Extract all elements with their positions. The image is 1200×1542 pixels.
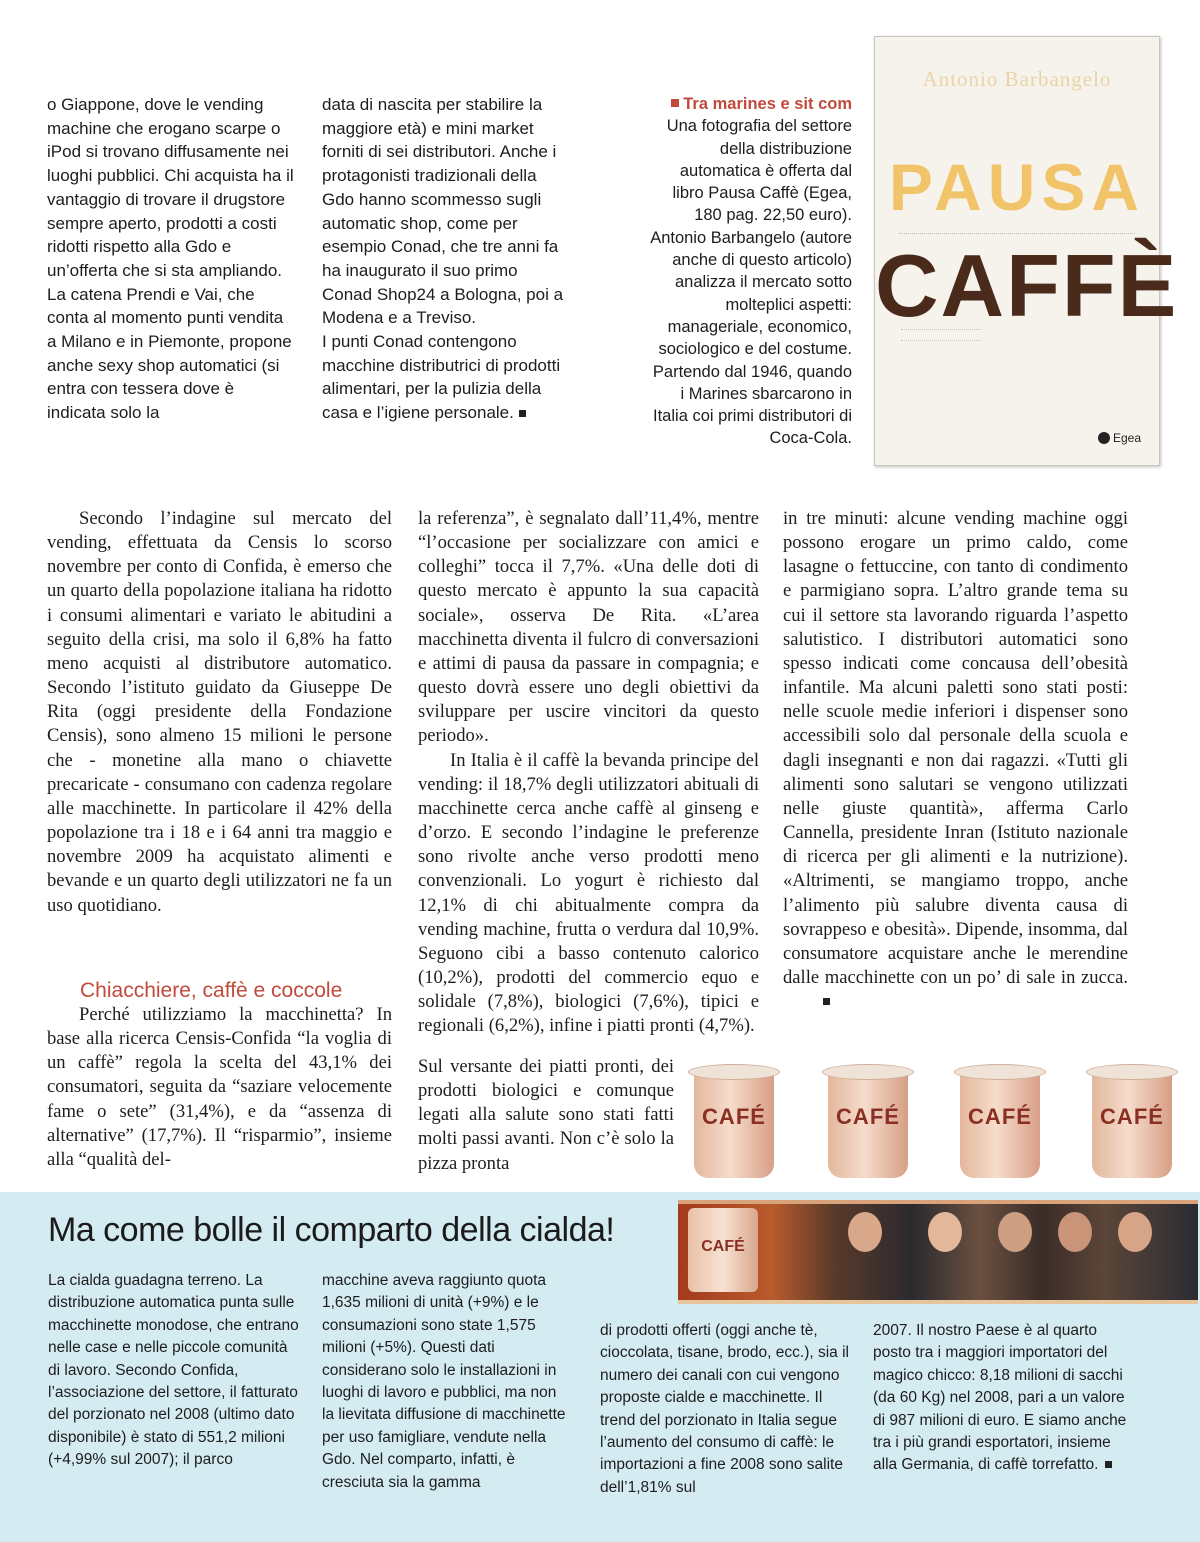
person-icon (998, 1212, 1032, 1252)
book-sidebar (648, 93, 852, 450)
main-column-1-b (47, 1003, 392, 1172)
end-mark-icon (519, 410, 526, 417)
sidebar-text: Una fotografia del settore della distribuzione automatica è offerta dal libro Pausa Caffè (Egea, 180 pag. 22,50 euro). Antonio Barbangelo (autore anche di questo articolo) analizza il mercato sotto molteplici aspetti: manageriale, economico, sociologico e del costume. Partendo dal 1946, quando i Marines sbarcarono in Italia coi primi distributori di Coca-Cola. (650, 117, 852, 448)
sidebar-heading: Tra marines e sit com (648, 93, 852, 115)
coffee-cups-image (688, 1060, 1200, 1188)
main-column-2-paragraph-1: la referenza”, è segnalato dall’11,4%, mentre “l’occasione per socializzare con amici e colleghi” tocca il 7,7%. «Una delle doti di questo mercato è appunto la sua capacità sociale», osserva De Rita. «L’area macchinetta diventa il fulcro di conversazioni e attimi di pausa da passare in compagnia; e questo dovrà essere uno degli obiettivi da sviluppare per uscire vincitori da questo periodo». (418, 508, 759, 747)
book-cover (874, 36, 1179, 466)
top-column-2 (322, 93, 564, 425)
cover-publisher: Egea (1098, 431, 1141, 445)
end-mark-icon (1105, 1461, 1112, 1468)
main-column-2-b (418, 1055, 674, 1176)
person-icon (848, 1212, 882, 1252)
publisher-logo-icon (1098, 432, 1110, 444)
person-icon (1058, 1212, 1092, 1252)
box-column-1-text: La cialda guadagna terreno. La distribuzione automatica punta sulle macchinette monodose, che entrano nelle case e nelle piccole comunità di lavoro. Secondo Confida, l’associazione del settore, il fatturato del porzionato nel 2008 (ultimo dato disponibile) è stato di 551,2 milioni (+4,99% sul 2007); il parco (48, 1272, 299, 1469)
cover-title-bottom: CAFFÈ (875, 236, 1179, 335)
main-column-3-paragraph-1: in tre minuti: alcune vending machine oggi possono erogare un primo caldo, come lasagne o fettuccine, con tanto di condimento e parmigiano sopra. L’altro grande tema su cui il settore sta lavorando riguarda l’aspetto salutistico. I distributori automatici sono spesso indicati come concausa dell’obesità infantile. Ma alcuni paletti sono stati posti: nelle scuole medie inferiori i dispenser sono accessibili solo dal personale della scuola e dagli insegnanti e non dai ragazzi. «Tutti gli alimenti sono salutari se vengono utilizzati nelle giuste quantità», afferma Carlo Cannella, presidente Inran (Istituto nazionale di ricerca per gli alimenti e la nutrizione). «Altrimenti, se mangiamo troppo, anche l’alimento più salubre diventa causa di sovrappeso e obesità». Dipende, insomma, dal consumatore acquistare anche le merendine dalle macchinette con un po’ di sale in zucca. (783, 507, 1128, 1014)
cover-author: Antonio Barbangelo (922, 67, 1112, 91)
person-icon (928, 1212, 962, 1252)
top-column-1 (47, 93, 297, 425)
box-column-4 (873, 1320, 1135, 1477)
coffee-cup-icon: CAFÉ (688, 1208, 758, 1292)
main-column-3 (783, 507, 1128, 1014)
main-column-1-paragraph-2: Perché utilizziamo la macchinetta? In base alla ricerca Censis-Confida “la voglia di un caffè” regola la scelta del 43,1% dei consumatori, seguita da “saziare velocemente fame o sete” (31,4%), e da “assenza di alternative” (17,7%). Il “risparmio”, insieme alla “qualità del- (47, 1004, 392, 1170)
person-icon (1118, 1212, 1152, 1252)
box-title: Ma come bolle il comparto della cialda! (48, 1211, 615, 1249)
top-column-2-text-2: I punti Conad contengono macchine distributrici di prodotti alimentari, per la pulizia della casa e l’igiene personale. (322, 332, 561, 423)
section-subheading: Chiacchiere, caffè e coccole (80, 979, 343, 1002)
main-column-2-paragraph-3: Sul versante dei piatti pronti, dei prodotti biologici e comunque legati alla salute sono stati fatti molti passi avanti. Non c’è solo la pizza pronta (418, 1056, 674, 1174)
tv-cast-photo (678, 1200, 1198, 1304)
coffee-cup-icon: CAFÉ (688, 1060, 780, 1178)
box-column-4-text: 2007. Il nostro Paese è al quarto posto tra i maggiori importatori del magico chicco: 8,18 milioni di sacchi (da 60 Kg) nel 2008, pari a un valore di 987 milioni di euro. E siamo anche tra i più grandi esportatori, insieme alla Germania, di caffè torrefatto. (873, 1322, 1127, 1474)
coffee-cup-icon: CAFÉ (954, 1060, 1046, 1178)
main-column-1-paragraph-1: Secondo l’indagine sul mercato del vending, effettuata da Censis lo scorso novembre per conto di Confida, è emerso che un quarto della popolazione italiana ha ridotto i consumi alimentari e variato le abitudini a seguito della crisi, ma solo il 6,8% ha fatto meno acquisti al distributore automatico. Secondo l’istituto guidato da Giuseppe De Rita (oggi presidente della Fondazione Censis), sono almeno 15 milioni le persone che - monetine alla mano o chiavette precaricate - consumano con cadenza regolare alle macchinette. In particolare il 42% della popolazione tra i 18 e i 64 anni tra maggio e novembre 2009 ha acquistato alimenti e bevande e un quarto degli utilizzatori ne fa un uso quotidiano. (47, 508, 392, 916)
end-mark-icon (823, 998, 830, 1005)
cover-title-top: PAUSA (888, 150, 1146, 224)
main-column-1 (47, 507, 392, 918)
bullet-icon (671, 99, 679, 107)
box-column-3 (600, 1320, 852, 1499)
coffee-cup-icon: CAFÉ (822, 1060, 914, 1178)
top-column-1-text: o Giappone, dove le vending machine che erogano scarpe o iPod si trovano diffusamente nei luoghi pubblici. Chi acquista ha il vantaggio di trovare il drugstore sempre aperto, prodotti a costi ridotti rispetto alla Gdo e un’offerta che si sta ampliando. La catena Prendi e Vai, che conta al momento punti vendita a Milano e in Piemonte, propone anche sexy shop automatici (si entra con tessera dove è indicata solo la (47, 95, 294, 423)
main-column-2-paragraph-2: In Italia è il caffè la bevanda principe del vending: il 18,7% degli utilizzatori abituali di macchinette cerca anche caffè al ginseng e d’orzo. E secondo l’indagine le preferenze sono rivolte anche verso prodotti meno convenzionali. Lo yogurt è richiesto dal 12,1% di chi abitualmente compra da vending machine, frutta o verdura dal 10,9%. Seguono cibi a basso contenuto calorico (10,2%), prodotti del commercio equo e solidale (7,8%), biologici (7,6%), tipici e regionali (6,2%), infine i piatti pronti (4,7%). (418, 749, 759, 1037)
box-column-1 (48, 1270, 300, 1472)
main-column-2 (418, 507, 759, 1038)
coffee-cup-icon: CAFÉ (1086, 1060, 1178, 1178)
box-column-2 (322, 1270, 570, 1494)
box-column-2-text: macchine aveva raggiunto quota 1,635 milioni di unità (+9%) e le consumazioni sono state 1,575 milioni (+5%). Questi dati considerano solo le installazioni in luoghi di lavoro e pubblici, ma non la lievitata diffusione di macchinette per uso famigliare, vendute nella Gdo. Nel comparto, infatti, è cresciuta sia la gamma (322, 1272, 566, 1491)
box-column-3-text: di prodotti offerti (oggi anche tè, cioccolata, tisane, brodo, ecc.), sia il numero dei canali con cui vengono proposte cialde e macchinette. Il trend del porzionato in Italia segue l’aumento del consumo di caffè: le importazioni a fine 2008 sono salite dell’1,81% sul (600, 1322, 849, 1496)
top-column-2-text: data di nascita per stabilire la maggiore età) e mini market forniti di sei distributori. Anche i protagonisti tradizionali della Gdo hanno scommesso sugli automatic shop, come per esempio Conad, che tre anni fa ha inaugurato il suo primo Conad Shop24 a Bologna, poi a Modena e a Treviso. (322, 95, 564, 328)
cover-small-text-lines (901, 329, 981, 341)
